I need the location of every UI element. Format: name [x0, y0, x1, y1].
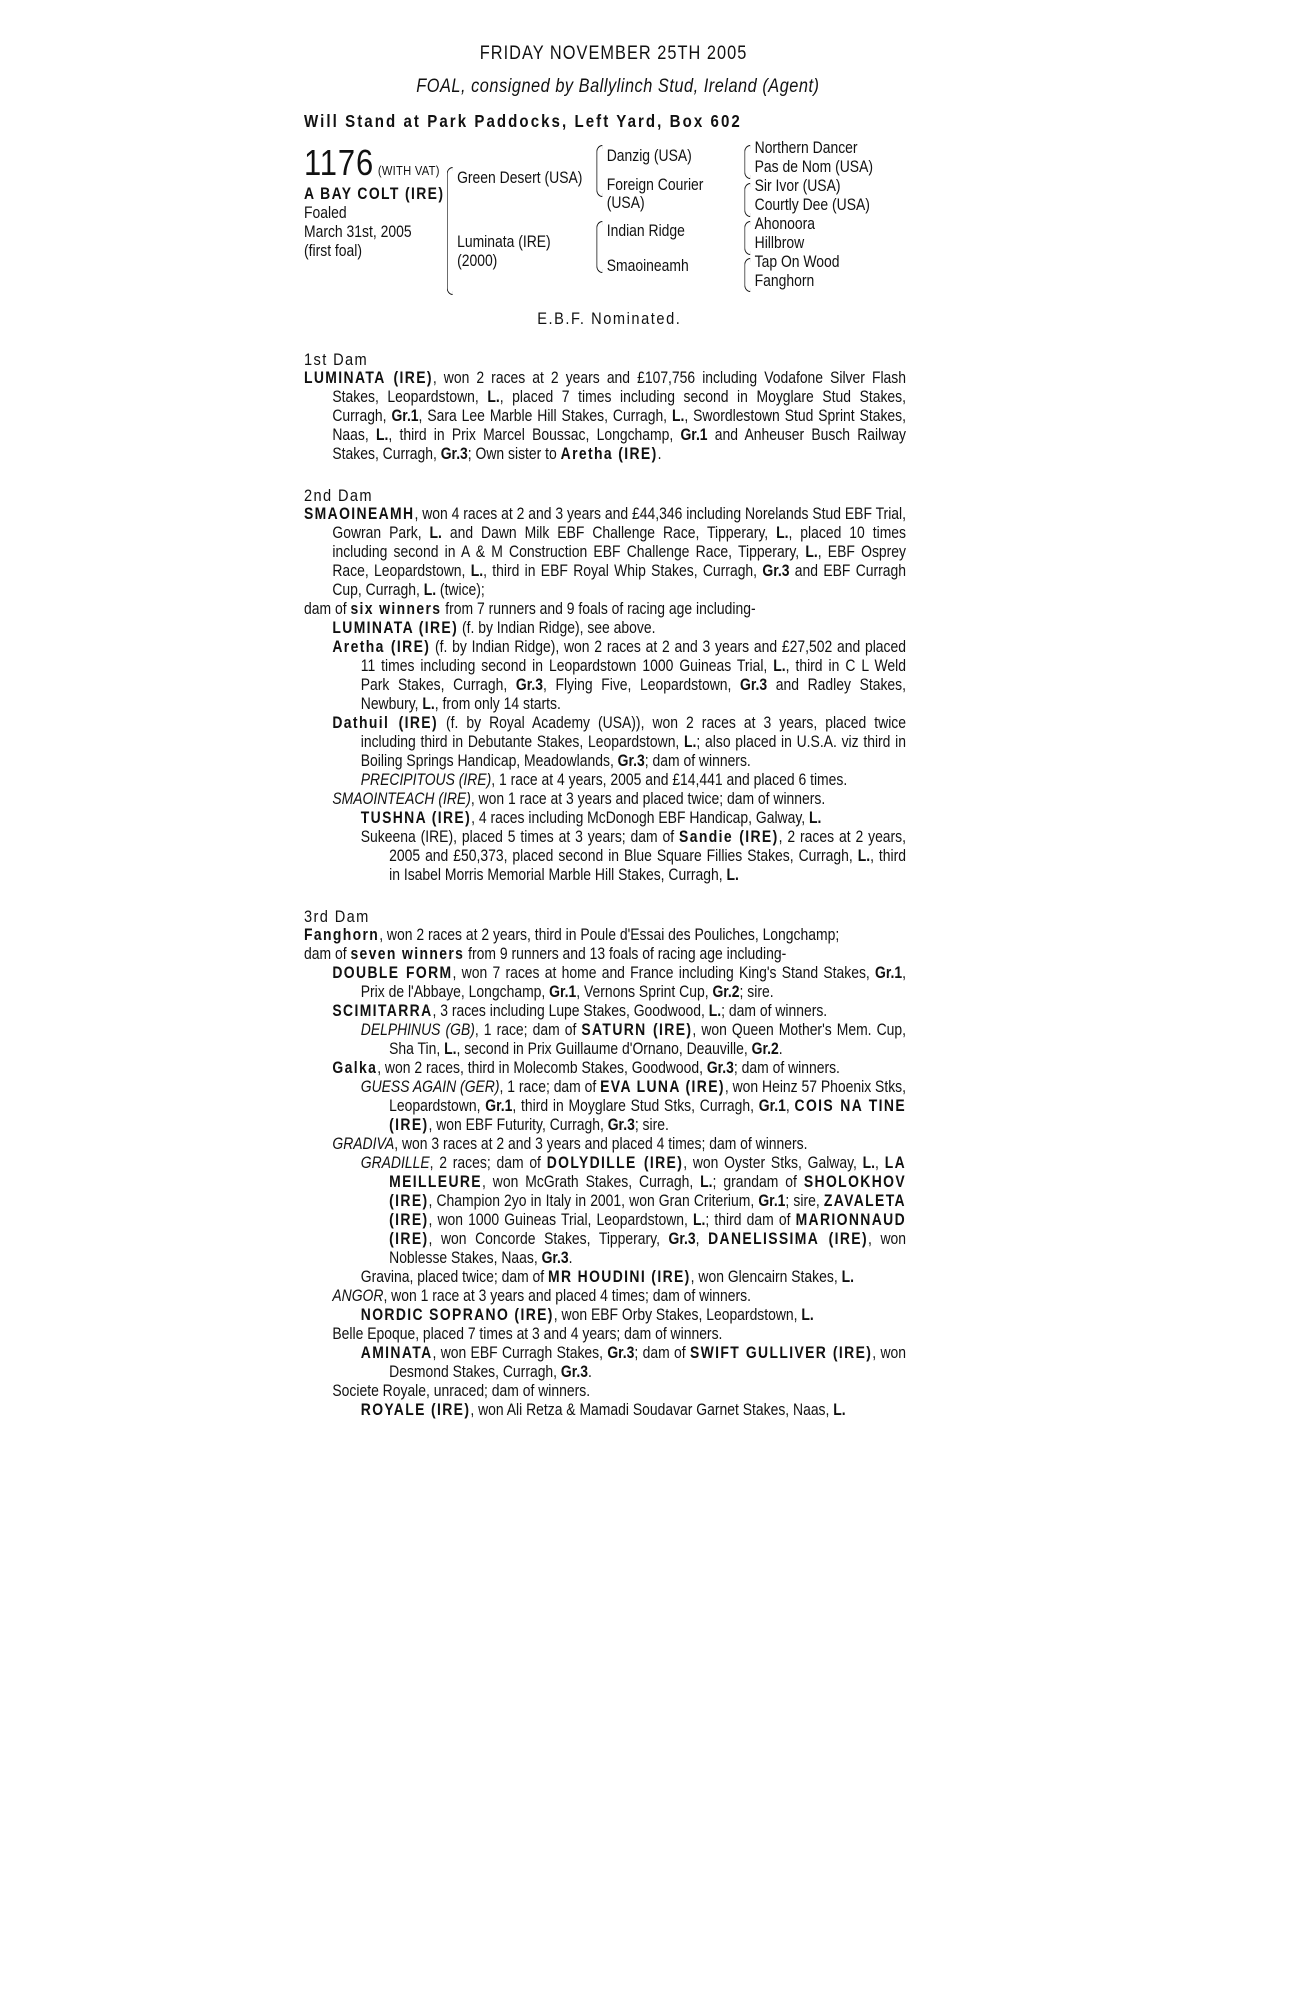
third-dam-dam-of: dam of seven winners from 9 runners and 13 foals of racing age including-: [304, 945, 787, 963]
produce-precipitous: PRECIPITOUS (IRE), 1 race at 4 years, 2005 and £14,441 and placed 6 times.: [360, 771, 848, 789]
lot-name: A BAY COLT (IRE): [304, 185, 445, 203]
foal-note: (first foal): [304, 242, 363, 260]
produce-double-form: DOUBLE FORM, won 7 races at home and France including King's Stand Stakes, Gr.1, Prix de l'Abbaye, Longchamp, Gr.1, Vernons Sprint Cup, Gr.2; sire.: [332, 964, 906, 1001]
ddd: Fanghorn: [754, 272, 815, 290]
produce-smaointeach: SMAOINTEACH (IRE), won 1 race at 3 years and placed twice; dam of winners.: [332, 790, 826, 808]
catalogue-page: [304, 44, 906, 1420]
lot-vat: (WITH VAT): [377, 163, 440, 178]
brace-3b: [744, 183, 750, 217]
produce-belle-epoque: Belle Epoque, placed 7 times at 3 and 4 years; dam of winners.: [332, 1325, 723, 1343]
dam-sire: Indian Ridge: [606, 222, 685, 240]
third-dam-section: [304, 907, 906, 1420]
foaled-date: March 31st, 2005: [304, 223, 412, 241]
brace-3d: [744, 258, 750, 292]
sale-date: FRIDAY NOVEMBER 25TH 2005: [479, 43, 748, 64]
produce-sukeena: Sukeena (IRE), placed 5 times at 3 years; dam of Sandie (IRE), 2 races at 2 years, 2005 and £50,373, placed second in Blue Square Fillies Stakes, Curragh, L., third in Isabel Morris Memorial Marble Hill Stakes, Curragh, L.: [360, 828, 907, 884]
produce-scimitarra: SCIMITARRA, 3 races including Lupe Stakes, Goodwood, L.; dam of winners.: [332, 1002, 828, 1020]
first-dam-heading: 1st Dam: [304, 350, 369, 369]
produce-aminata: AMINATA, won EBF Curragh Stakes, Gr.3; dam of SWIFT GULLIVER (IRE), won Desmond Stakes, Curragh, Gr.3.: [360, 1344, 906, 1381]
lot-number: 1176: [304, 142, 375, 183]
consignor-line: FOAL, consigned by Ballylinch Stud, Ireland (Agent): [416, 76, 820, 97]
sire: Green Desert (USA): [457, 169, 583, 187]
lot-number-line: [304, 142, 440, 183]
sire-dam: Foreign Courier: [606, 176, 704, 194]
dds: Tap On Wood: [754, 253, 840, 271]
brace-2a: [596, 145, 602, 197]
produce-dathuil: Dathuil (IRE) (f. by Royal Academy (USA)), won 2 races at 3 years, placed twice including third in Debutante Stakes, Leopardstown, L.; also placed in U.S.A. viz third in Boiling Springs Handicap, Meadowlands, Gr.3; dam of winners.: [332, 714, 906, 770]
produce-delphinus: DELPHINUS (GB), 1 race; dam of SATURN (IRE), won Queen Mother's Mem. Cup, Sha Tin, L., second in Prix Guillaume d'Ornano, Deauville, Gr.2.: [360, 1021, 906, 1058]
produce-gradiva: GRADIVA, won 3 races at 2 and 3 years and placed 4 times; dam of winners.: [332, 1135, 808, 1153]
ssd: Pas de Nom (USA): [754, 158, 874, 176]
sire-sire: Danzig (USA): [606, 147, 692, 165]
produce-luminata: LUMINATA (IRE) (f. by Indian Ridge), see above.: [332, 619, 656, 637]
produce-gravina: Gravina, placed twice; dam of MR HOUDINI (IRE), won Glencairn Stakes, L.: [360, 1268, 854, 1286]
third-dam-text: Fanghorn, won 2 races at 2 years, third in Poule d'Essai des Pouliches, Longchamp;: [304, 926, 840, 944]
sds: Sir Ivor (USA): [754, 177, 841, 195]
ebf-nominated: E.B.F. Nominated.: [537, 309, 682, 328]
sdd: Courtly Dee (USA): [754, 196, 870, 214]
brace-2b: [596, 221, 602, 273]
second-dam-dam-of: dam of six winners from 7 runners and 9 foals of racing age including-: [304, 600, 756, 618]
sire-dam-origin: (USA): [606, 194, 645, 212]
dsd: Hillbrow: [754, 234, 805, 252]
foaled-label: Foaled: [304, 204, 347, 222]
second-dam-section: [304, 486, 906, 885]
produce-royale: ROYALE (IRE), won Ali Retza & Mamadi Soudavar Garnet Stakes, Naas, L.: [360, 1401, 846, 1419]
dss: Ahonoora: [754, 215, 816, 233]
first-dam-text: LUMINATA (IRE), won 2 races at 2 years and £107,756 including Vodafone Silver Flash Stakes, Leopardstown, L., placed 7 times including second in Moyglare Stud Stakes, Curragh, Gr.1, Sara Lee Marble Hill Stakes, Curragh, L., Swordlestown Stud Sprint Stakes, Naas, L., third in Prix Marcel Boussac, Longchamp, Gr.1 and Anheuser Busch Railway Stakes, Curragh, Gr.3; Own sister to Aretha (IRE).: [304, 369, 906, 463]
produce-tushna: TUSHNA (IRE), 4 races including McDonogh EBF Handicap, Galway, L.: [360, 809, 822, 827]
stand-location: Will Stand at Park Paddocks, Left Yard, Box 602: [304, 111, 742, 131]
sss: Northern Dancer: [754, 139, 858, 157]
second-dam-text: SMAOINEAMH, won 4 races at 2 and 3 years and £44,346 including Norelands Stud EBF Trial, Gowran Park, L. and Dawn Milk EBF Challenge Race, Tipperary, L., placed 10 times including second in A & M Construction EBF Challenge Race, Tipperary, L., EBF Osprey Race, Leopardstown, L., third in EBF Royal Whip Stakes, Curragh, Gr.3 and EBF Curragh Cup, Curragh, L. (twice);: [304, 505, 906, 599]
produce-societe-royale: Societe Royale, unraced; dam of winners.: [332, 1382, 591, 1400]
produce-aretha: Aretha (IRE) (f. by Indian Ridge), won 2 races at 2 and 3 years and £27,502 and placed 11 times including second in Leopardstown 1000 Guineas Trial, L., third in C L Weld Park Stakes, Curragh, Gr.3, Flying Five, Leopardstown, Gr.3 and Radley Stakes, Newbury, L., from only 14 starts.: [332, 638, 907, 713]
dam-name: Luminata (IRE): [457, 233, 551, 251]
produce-gradille: GRADILLE, 2 races; dam of DOLYDILLE (IRE), won Oyster Stks, Galway, L., LA MEILLEURE, won McGrath Stakes, Curragh, L.; grandam of SHOLOKHOV (IRE), Champion 2yo in Italy in 2001, won Gran Criterium, Gr.1; sire, ZAVALETA (IRE), won 1000 Guineas Trial, Leopardstown, L.; third dam of MARIONNAUD (IRE), won Concorde Stakes, Tipperary, Gr.3, DANELISSIMA (IRE), won Noblesse Stakes, Naas, Gr.3.: [360, 1154, 907, 1267]
first-dam-section: [304, 350, 906, 464]
brace-3a: [744, 145, 750, 179]
third-dam-heading: 3rd Dam: [304, 907, 370, 926]
produce-galka: Galka, won 2 races, third in Molecomb Stakes, Goodwood, Gr.3; dam of winners.: [332, 1059, 840, 1077]
brace-3c: [744, 221, 750, 255]
pedigree-table: [304, 139, 906, 311]
dam-dam: Smaoineamh: [606, 257, 689, 275]
second-dam-heading: 2nd Dam: [304, 486, 373, 505]
produce-nordic-soprano: NORDIC SOPRANO (IRE), won EBF Orby Stakes, Leopardstown, L.: [360, 1306, 814, 1324]
dam-year: (2000): [457, 252, 498, 270]
produce-angor: ANGOR, won 1 race at 3 years and placed 4 times; dam of winners.: [332, 1287, 751, 1305]
brace-1: [447, 167, 453, 295]
produce-guess-again: GUESS AGAIN (GER), 1 race; dam of EVA LUNA (IRE), won Heinz 57 Phoenix Stks, Leopardstown, Gr.1, third in Moyglare Stud Stks, Curragh, Gr.1, COIS NA TINE (IRE), won EBF Futurity, Curragh, Gr.3; sire.: [360, 1078, 907, 1134]
